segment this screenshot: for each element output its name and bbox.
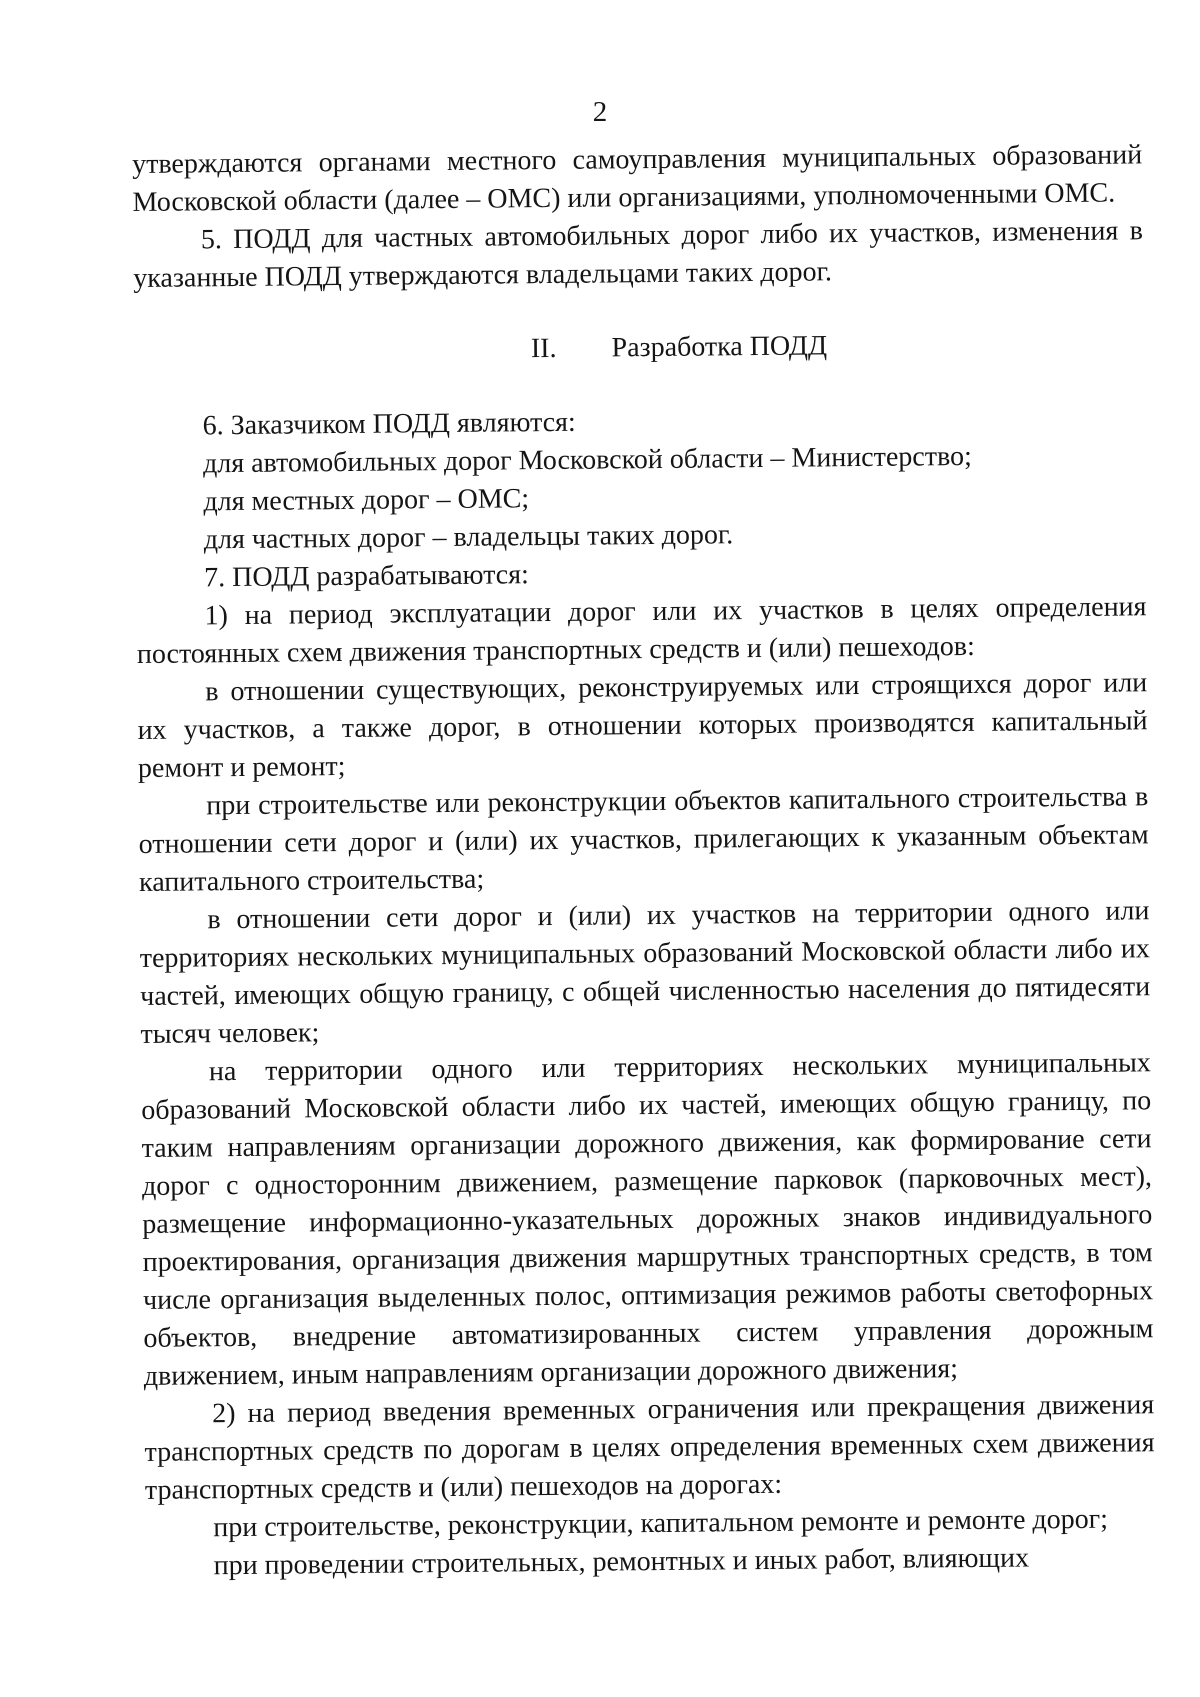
paragraph-item-5: 5. ПОДД для частных автомобильных дорог либо их участков, изменения в указанные ПОДД утверждаются владельцами таких дорог. <box>133 215 1144 294</box>
paragraph-item-6: 6. Заказчиком ПОДД являются: <box>202 406 576 442</box>
paragraph-item-7: 7. ПОДД разрабатываются: <box>203 559 529 594</box>
paragraph-existing-roads: в отношении существующих, реконструируемых или строящихся дорог или их участков, а также дорог, в отношении которых производятся капитальный ремонт и ремонт; <box>137 667 1148 784</box>
paragraph-subitem-2: 2) на период введения временных ограничения или прекращения движения транспортных средств по дорогам в целях определения временных схем движения транспортных средств и (или) пешеходов на дорогах: <box>144 1389 1155 1506</box>
paragraph-works: при проведении строительных, ремонтных и иных работ, влияющих <box>213 1542 1030 1582</box>
paragraph-customer-regional: для автомобильных дорог Московской области – Министерство; <box>202 440 972 480</box>
document-body <box>132 136 1156 1586</box>
paragraph-continuation: утверждаются органами местного самоуправления муниципальных образований Московской области (далее – ОМС) или организациями, уполномоченными ОМС. <box>132 139 1143 218</box>
paragraph-road-network: в отношении сети дорог и (или) их участков на территории одного или территориях нескольких муниципальных образований Московской области либо их частей, имеющих общую границу, с общей численностью населения до пятидесяти тысяч человек; <box>139 895 1151 1050</box>
paragraph-customer-private: для частных дорог – владельцы таких дорог. <box>203 519 734 556</box>
paragraph-road-repair: при строительстве, реконструкции, капитальном ремонте и ремонте дорог; <box>213 1503 1109 1544</box>
section-numeral: II. <box>530 332 557 365</box>
paragraph-customer-local: для местных дорог – ОМС; <box>203 483 530 518</box>
paragraph-territory: на территории одного или территориях нескольких муниципальных образований Московской области либо их частей, имеющих общую границу, по таким направлениям организации дорожного движения, как формирование сети дорог с односторонним движением, размещение парковок (парковочных мест), размещение информационно-указательных дорожных знаков индивидуального проектирования, организация движения маршрутных транспортных средств, в том числе организация выделенных полос, оптимизация режимов работы светофорных объектов, внедрение автоматизированных систем управления дорожным движением, иным направлениям организации дорожного движения; <box>141 1047 1154 1392</box>
section-heading <box>134 324 1144 372</box>
paragraph-subitem-1: 1) на период эксплуатации дорог или их участков в целях определения постоянных схем движения транспортных средств и (или) пешеходов: <box>136 591 1147 670</box>
paragraph-construction: при строительстве или реконструкции объектов капитального строительства в отношении сети дорог и (или) их участков, прилегающих к указанным объектам капитального строительства; <box>138 781 1149 898</box>
page-number: 2 <box>592 96 608 128</box>
section-title: Разработка ПОДД <box>611 330 828 364</box>
